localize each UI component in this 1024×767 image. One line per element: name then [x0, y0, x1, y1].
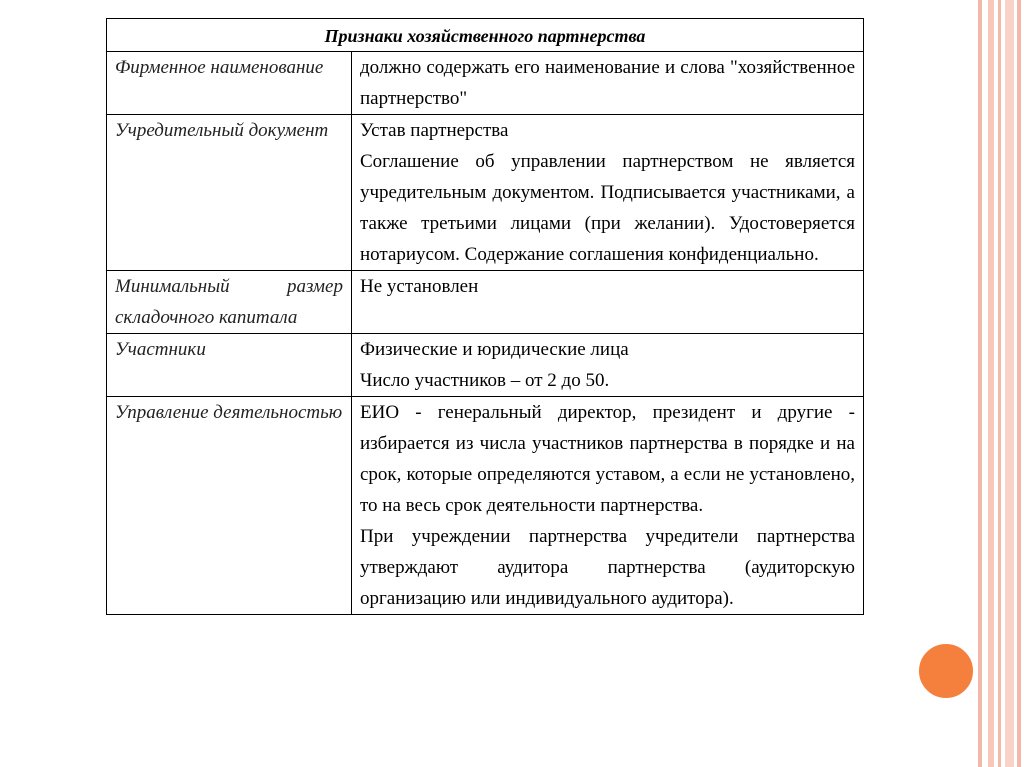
- row-value-text: Число участников – от 2 до 50.: [360, 370, 610, 391]
- partnership-features-table: [106, 18, 864, 615]
- row-value-text: ЕИО - генеральный директор, президент и другие - избирается из числа участников партнерства в порядке и на срок, которые определяются уставом, а если не установлено, то на весь срок деятельности партнерства.: [360, 402, 855, 516]
- row-label-text: Участники: [115, 339, 206, 360]
- row-label: [107, 52, 352, 115]
- row-label: [107, 271, 352, 334]
- frame-stripe: [1005, 0, 1014, 767]
- decorative-circle: [915, 640, 977, 702]
- row-value: [352, 52, 864, 115]
- table-header-row: [107, 19, 864, 52]
- table-title: Признаки хозяйственного партнерства: [107, 19, 864, 52]
- frame-stripe: [988, 0, 994, 767]
- row-value-text: Соглашение об управлении партнерством не является учредительным документом. Подписывается участниками, а также третьими лицами (при желании). Удостоверяется нотариусом. Содержание соглашения конфиденциально.: [360, 151, 855, 265]
- table-row: [107, 271, 864, 334]
- row-label-text: Фирменное наименование: [115, 57, 324, 78]
- frame-stripe: [978, 0, 982, 767]
- frame-stripe: [1017, 0, 1021, 767]
- row-label-text: Управление деятельностью: [115, 402, 343, 423]
- table-row: [107, 52, 864, 115]
- row-value: [352, 115, 864, 271]
- table-row: [107, 397, 864, 615]
- row-label: [107, 334, 352, 397]
- row-label-text: Учредительный документ: [115, 120, 329, 141]
- row-value-text: Не установлен: [360, 276, 479, 297]
- row-value: [352, 397, 864, 615]
- row-value: [352, 334, 864, 397]
- row-value-text: Физические и юридические лица: [360, 339, 629, 360]
- row-value: [352, 271, 864, 334]
- row-value-text: должно содержать его наименование и слова "хозяйственное партнерство": [360, 57, 855, 109]
- row-label: [107, 397, 352, 615]
- row-label-text: Минимальный размер складочного капитала: [115, 276, 343, 328]
- row-value-text: При учреждении партнерства учредители партнерства утверждают аудитора партнерства (аудиторскую организацию или индивидуального аудитора).: [360, 526, 855, 609]
- table-row: [107, 115, 864, 271]
- frame-stripe: [998, 0, 1001, 767]
- row-label: [107, 115, 352, 271]
- row-value-text: Устав партнерства: [360, 120, 509, 141]
- table-row: [107, 334, 864, 397]
